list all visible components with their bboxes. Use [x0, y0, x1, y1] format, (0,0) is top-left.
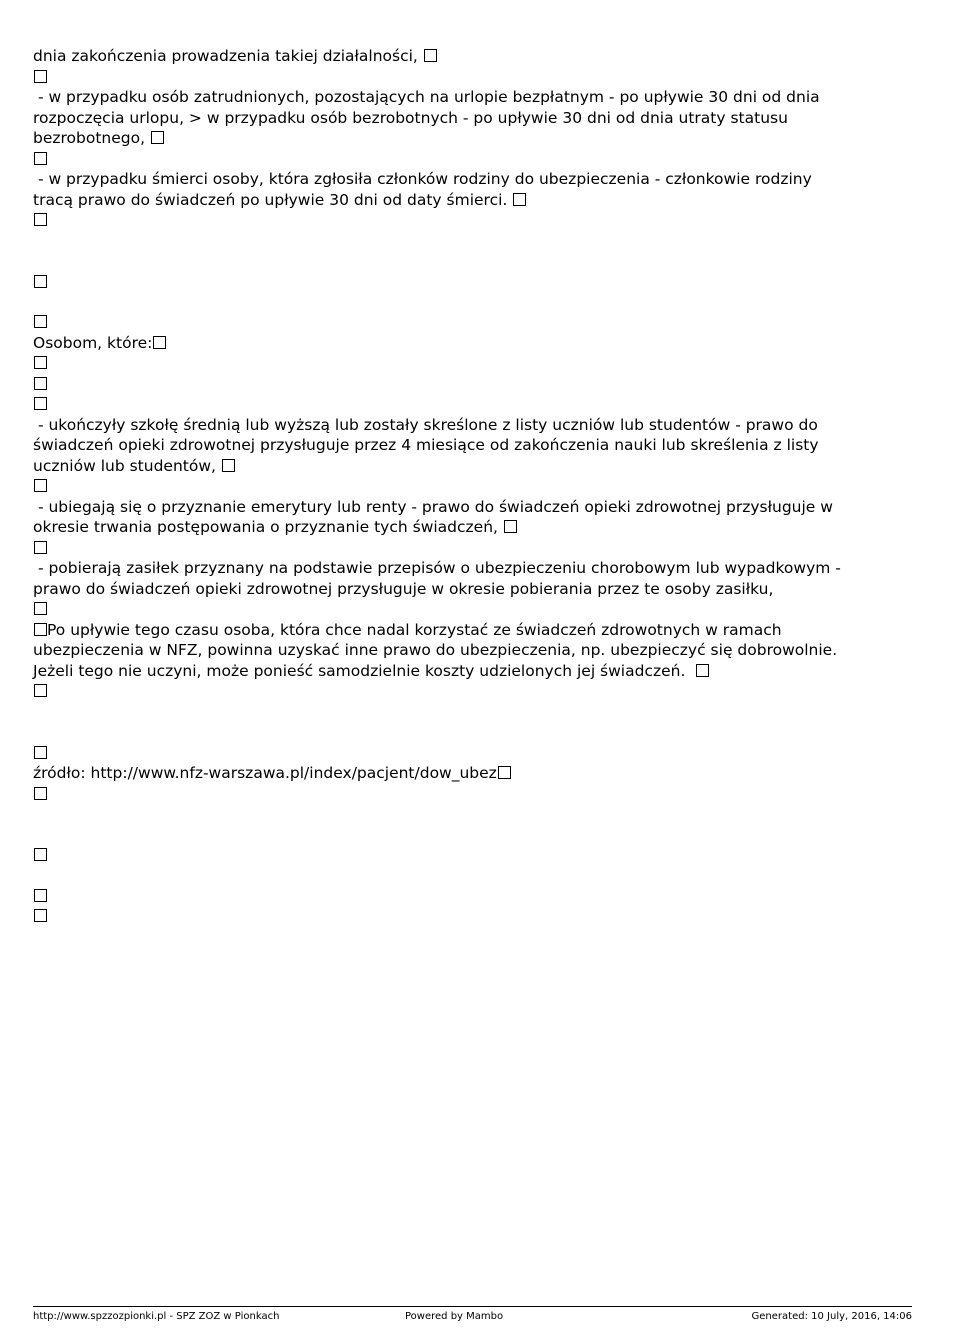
text-line: - ubiegają się o przyznanie emerytury lub renty - prawo do świadczeń opieki zdrowotnej przysługuje w: [33, 497, 833, 516]
text-line: Jeżeli tego nie uczyni, może ponieść samodzielnie koszty udzielonych jej świadczeń.: [33, 661, 691, 680]
paragraph-line: [33, 558, 923, 579]
text-line: uczniów lub studentów,: [33, 456, 216, 475]
missing-glyph-box: [696, 664, 709, 677]
text-line: świadczeń opieki zdrowotnej przysługuje przez 4 miesiące od zakończenia nauki lub skreślenia z listy: [33, 436, 819, 454]
text-line: ubezpieczenia w NFZ, powinna uzyskać inne prawo do ubezpieczenia, np. ubezpieczyć się dobrowolnie.: [33, 641, 838, 659]
paragraph-line: [33, 46, 923, 67]
text-line: okresie trwania postępowania o przyznanie tych świadczeń,: [33, 518, 498, 536]
missing-glyph-box: [424, 49, 437, 62]
paragraph-line: [33, 149, 923, 170]
paragraph-line: [33, 456, 923, 477]
missing-glyph-box: [34, 397, 47, 410]
paragraph-line: [33, 435, 923, 456]
paragraph-line: [33, 108, 923, 129]
paragraph-line: [33, 128, 923, 149]
paragraph-line: [33, 886, 923, 907]
footer-generated: Generated: 10 July, 2016, 14:06: [751, 1311, 912, 1322]
paragraph-line: [33, 353, 923, 374]
paragraph-line: [33, 784, 923, 805]
text-line: - ukończyły szkołę średnią lub wyższą lub zostały skreślone z listy uczniów lub studentów - prawo do: [33, 415, 818, 434]
paragraph-line: [33, 497, 923, 518]
paragraph-line: [33, 517, 923, 538]
text-line: Osobom, które:: [33, 333, 153, 352]
missing-glyph-box: [34, 787, 47, 800]
text-line: prawo do świadczeń opieki zdrowotnej przysługuje w okresie pobierania przez te osoby zasiłku,: [33, 579, 774, 598]
text-line: tracą prawo do świadczeń po upływie 30 dni od daty śmierci.: [33, 190, 508, 209]
paragraph-line: [33, 538, 923, 559]
paragraph-line: [33, 272, 923, 293]
missing-glyph-box: [34, 356, 47, 369]
paragraph-line: [33, 845, 923, 866]
text-line: rozpoczęcia urlopu, > w przypadku osób bezrobotnych - po upływie 30 dni od dnia utraty statusu: [33, 108, 788, 127]
missing-glyph-box: [34, 70, 47, 83]
paragraph-line: [33, 394, 923, 415]
paragraph-line: [33, 415, 923, 436]
footer-site: http://www.spzzozpionki.pl - SPZ ZOZ w Pionkach: [33, 1311, 280, 1322]
text-line: bezrobotnego,: [33, 129, 146, 147]
missing-glyph-box: [34, 377, 47, 390]
missing-glyph-box: [513, 193, 526, 206]
missing-glyph-box: [222, 459, 235, 472]
text-line: - w przypadku śmierci osoby, która zgłosiła członków rodziny do ubezpieczenia - członkowie rodziny: [33, 170, 812, 188]
missing-glyph-box: [34, 889, 47, 902]
source-text: źródło: http://www.nfz-warszawa.pl/index/pacjent/dow_ubez: [33, 764, 497, 782]
paragraph-line: [33, 87, 923, 108]
paragraph-line: [33, 190, 923, 211]
text-line: - w przypadku osób zatrudnionych, pozostających na urlopie bezpłatnym - po upływie 30 dni od dnia: [33, 88, 820, 106]
missing-glyph-box: [34, 275, 47, 288]
page-footer: [33, 1306, 912, 1325]
missing-glyph-box: [151, 131, 164, 144]
paragraph-line: [33, 579, 923, 600]
missing-glyph-box: [498, 766, 511, 779]
text-line: - pobierają zasiłek przyznany na podstawie przepisów o ubezpieczeniu chorobowym lub wypadkowym -: [33, 559, 841, 577]
document-body: [33, 46, 923, 927]
paragraph-line: [33, 476, 923, 497]
paragraph-line: [33, 661, 923, 682]
missing-glyph-box: [34, 909, 47, 922]
paragraph-line: [33, 599, 923, 620]
missing-glyph-box: [153, 336, 166, 349]
text-line: Po upływie tego czasu osoba, która chce nadal korzystać ze świadczeń zdrowotnych w ramach: [47, 620, 782, 639]
text-line: dnia zakończenia prowadzenia takiej działalności,: [33, 47, 418, 65]
paragraph-line: [33, 67, 923, 88]
paragraph-line: [33, 640, 923, 661]
missing-glyph-box: [34, 623, 47, 636]
paragraph-line: [33, 906, 923, 927]
missing-glyph-box: [34, 541, 47, 554]
missing-glyph-box: [34, 479, 47, 492]
missing-glyph-box: [34, 315, 47, 328]
paragraph-line: [33, 743, 923, 764]
paragraph-line: [33, 312, 923, 333]
footer-powered: Powered by Mambo: [405, 1311, 504, 1322]
missing-glyph-box: [34, 213, 47, 226]
paragraph-line: [33, 333, 923, 354]
missing-glyph-box: [34, 152, 47, 165]
paragraph-line: [33, 620, 923, 641]
missing-glyph-box: [34, 684, 47, 697]
paragraph-line: [33, 681, 923, 702]
paragraph-line: [33, 210, 923, 231]
paragraph-line: [33, 169, 923, 190]
missing-glyph-box: [34, 602, 47, 615]
missing-glyph-box: [34, 746, 47, 759]
missing-glyph-box: [504, 520, 517, 533]
missing-glyph-box: [34, 848, 47, 861]
source-line: [33, 763, 923, 784]
paragraph-line: [33, 374, 923, 395]
